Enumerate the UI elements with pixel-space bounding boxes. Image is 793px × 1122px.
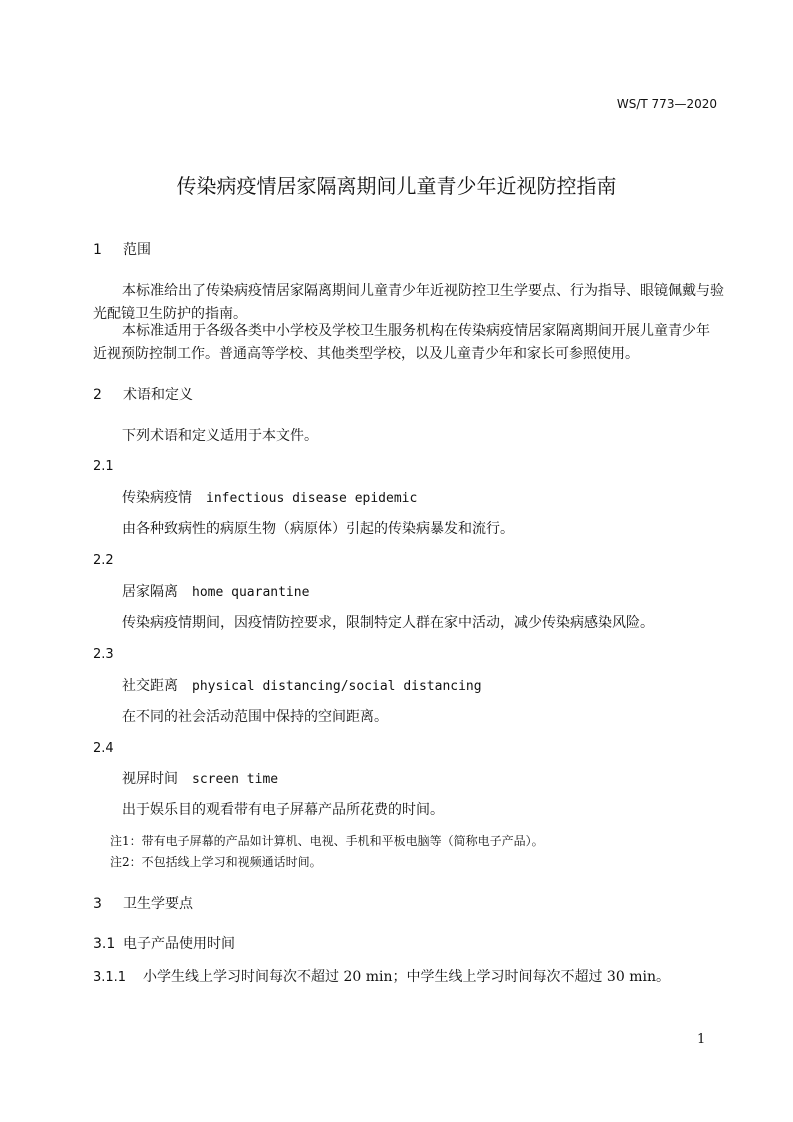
term-number: 2.4 xyxy=(93,741,114,756)
term-heading xyxy=(122,677,482,696)
term-zh: 居家隔离 xyxy=(122,584,178,600)
term-zh: 传染病疫情 xyxy=(122,490,192,506)
clause-3-1-1 xyxy=(93,968,670,987)
term-number: 2.2 xyxy=(93,553,114,568)
subsection-3-1-heading xyxy=(93,935,235,953)
section-title: 电子产品使用时间 xyxy=(123,936,235,952)
page-number: 1 xyxy=(697,1032,706,1047)
paragraph-line: 近视预防控制工作。普通高等学校、其他类型学校，以及儿童青少年和家长可参照使用。 xyxy=(93,346,639,362)
clause-text: 小学生线上学习时间每次不超过 20 min；中学生线上学习时间每次不超过 30 min。 xyxy=(143,969,670,985)
term-definition: 出于娱乐目的观看带有电子屏幕产品所花费的时间。 xyxy=(122,802,444,818)
clause-number: 3.1.1 xyxy=(93,970,127,985)
paragraph-line: 本标准适用于各级各类中小学校及学校卫生服务机构在传染病疫情居家隔离期间开展儿童青少年 xyxy=(122,323,710,339)
term-en: home quarantine xyxy=(192,585,310,600)
note-1: 注1：带有电子屏幕的产品如计算机、电视、手机和平板电脑等（简称电子产品）。 xyxy=(110,834,544,848)
paragraph-line: 本标准给出了传染病疫情居家隔离期间儿童青少年近视防控卫生学要点、行为指导、眼镜佩戴与验 xyxy=(122,283,724,299)
term-zh: 视屏时间 xyxy=(122,771,178,787)
section-number: 1 xyxy=(93,242,102,258)
page-title: 传染病疫情居家隔离期间儿童青少年近视防控指南 xyxy=(176,174,617,198)
term-definition: 在不同的社会活动范围中保持的空间距离。 xyxy=(122,709,388,725)
term-definition: 传染病疫情期间，因疫情防控要求，限制特定人群在家中活动，减少传染病感染风险。 xyxy=(122,615,654,631)
term-number: 2.1 xyxy=(93,459,114,474)
term-heading xyxy=(122,770,278,789)
section-2-heading xyxy=(93,386,193,404)
section-number: 2 xyxy=(93,387,102,403)
section-title: 范围 xyxy=(123,242,151,258)
term-en: infectious disease epidemic xyxy=(206,491,418,506)
term-heading xyxy=(122,583,309,602)
term-number: 2.3 xyxy=(93,647,114,662)
term-en: screen time xyxy=(192,772,279,787)
section-1-heading xyxy=(93,241,151,259)
term-en: physical distancing/social distancing xyxy=(192,679,482,694)
document-code: WS/T 773—2020 xyxy=(616,97,717,111)
term-heading xyxy=(122,489,417,508)
section-3-heading xyxy=(93,895,193,913)
paragraph-line: 下列术语和定义适用于本文件。 xyxy=(122,428,318,444)
paragraph-line: 光配镜卫生防护的指南。 xyxy=(93,306,247,322)
section-number: 3.1 xyxy=(93,936,116,952)
section-title: 术语和定义 xyxy=(123,387,193,403)
term-definition: 由各种致病性的病原生物（病原体）引起的传染病暴发和流行。 xyxy=(122,521,514,537)
section-title: 卫生学要点 xyxy=(123,896,193,912)
section-number: 3 xyxy=(93,896,102,912)
note-2: 注2：不包括线上学习和视频通话时间。 xyxy=(110,855,322,869)
term-zh: 社交距离 xyxy=(122,678,178,694)
